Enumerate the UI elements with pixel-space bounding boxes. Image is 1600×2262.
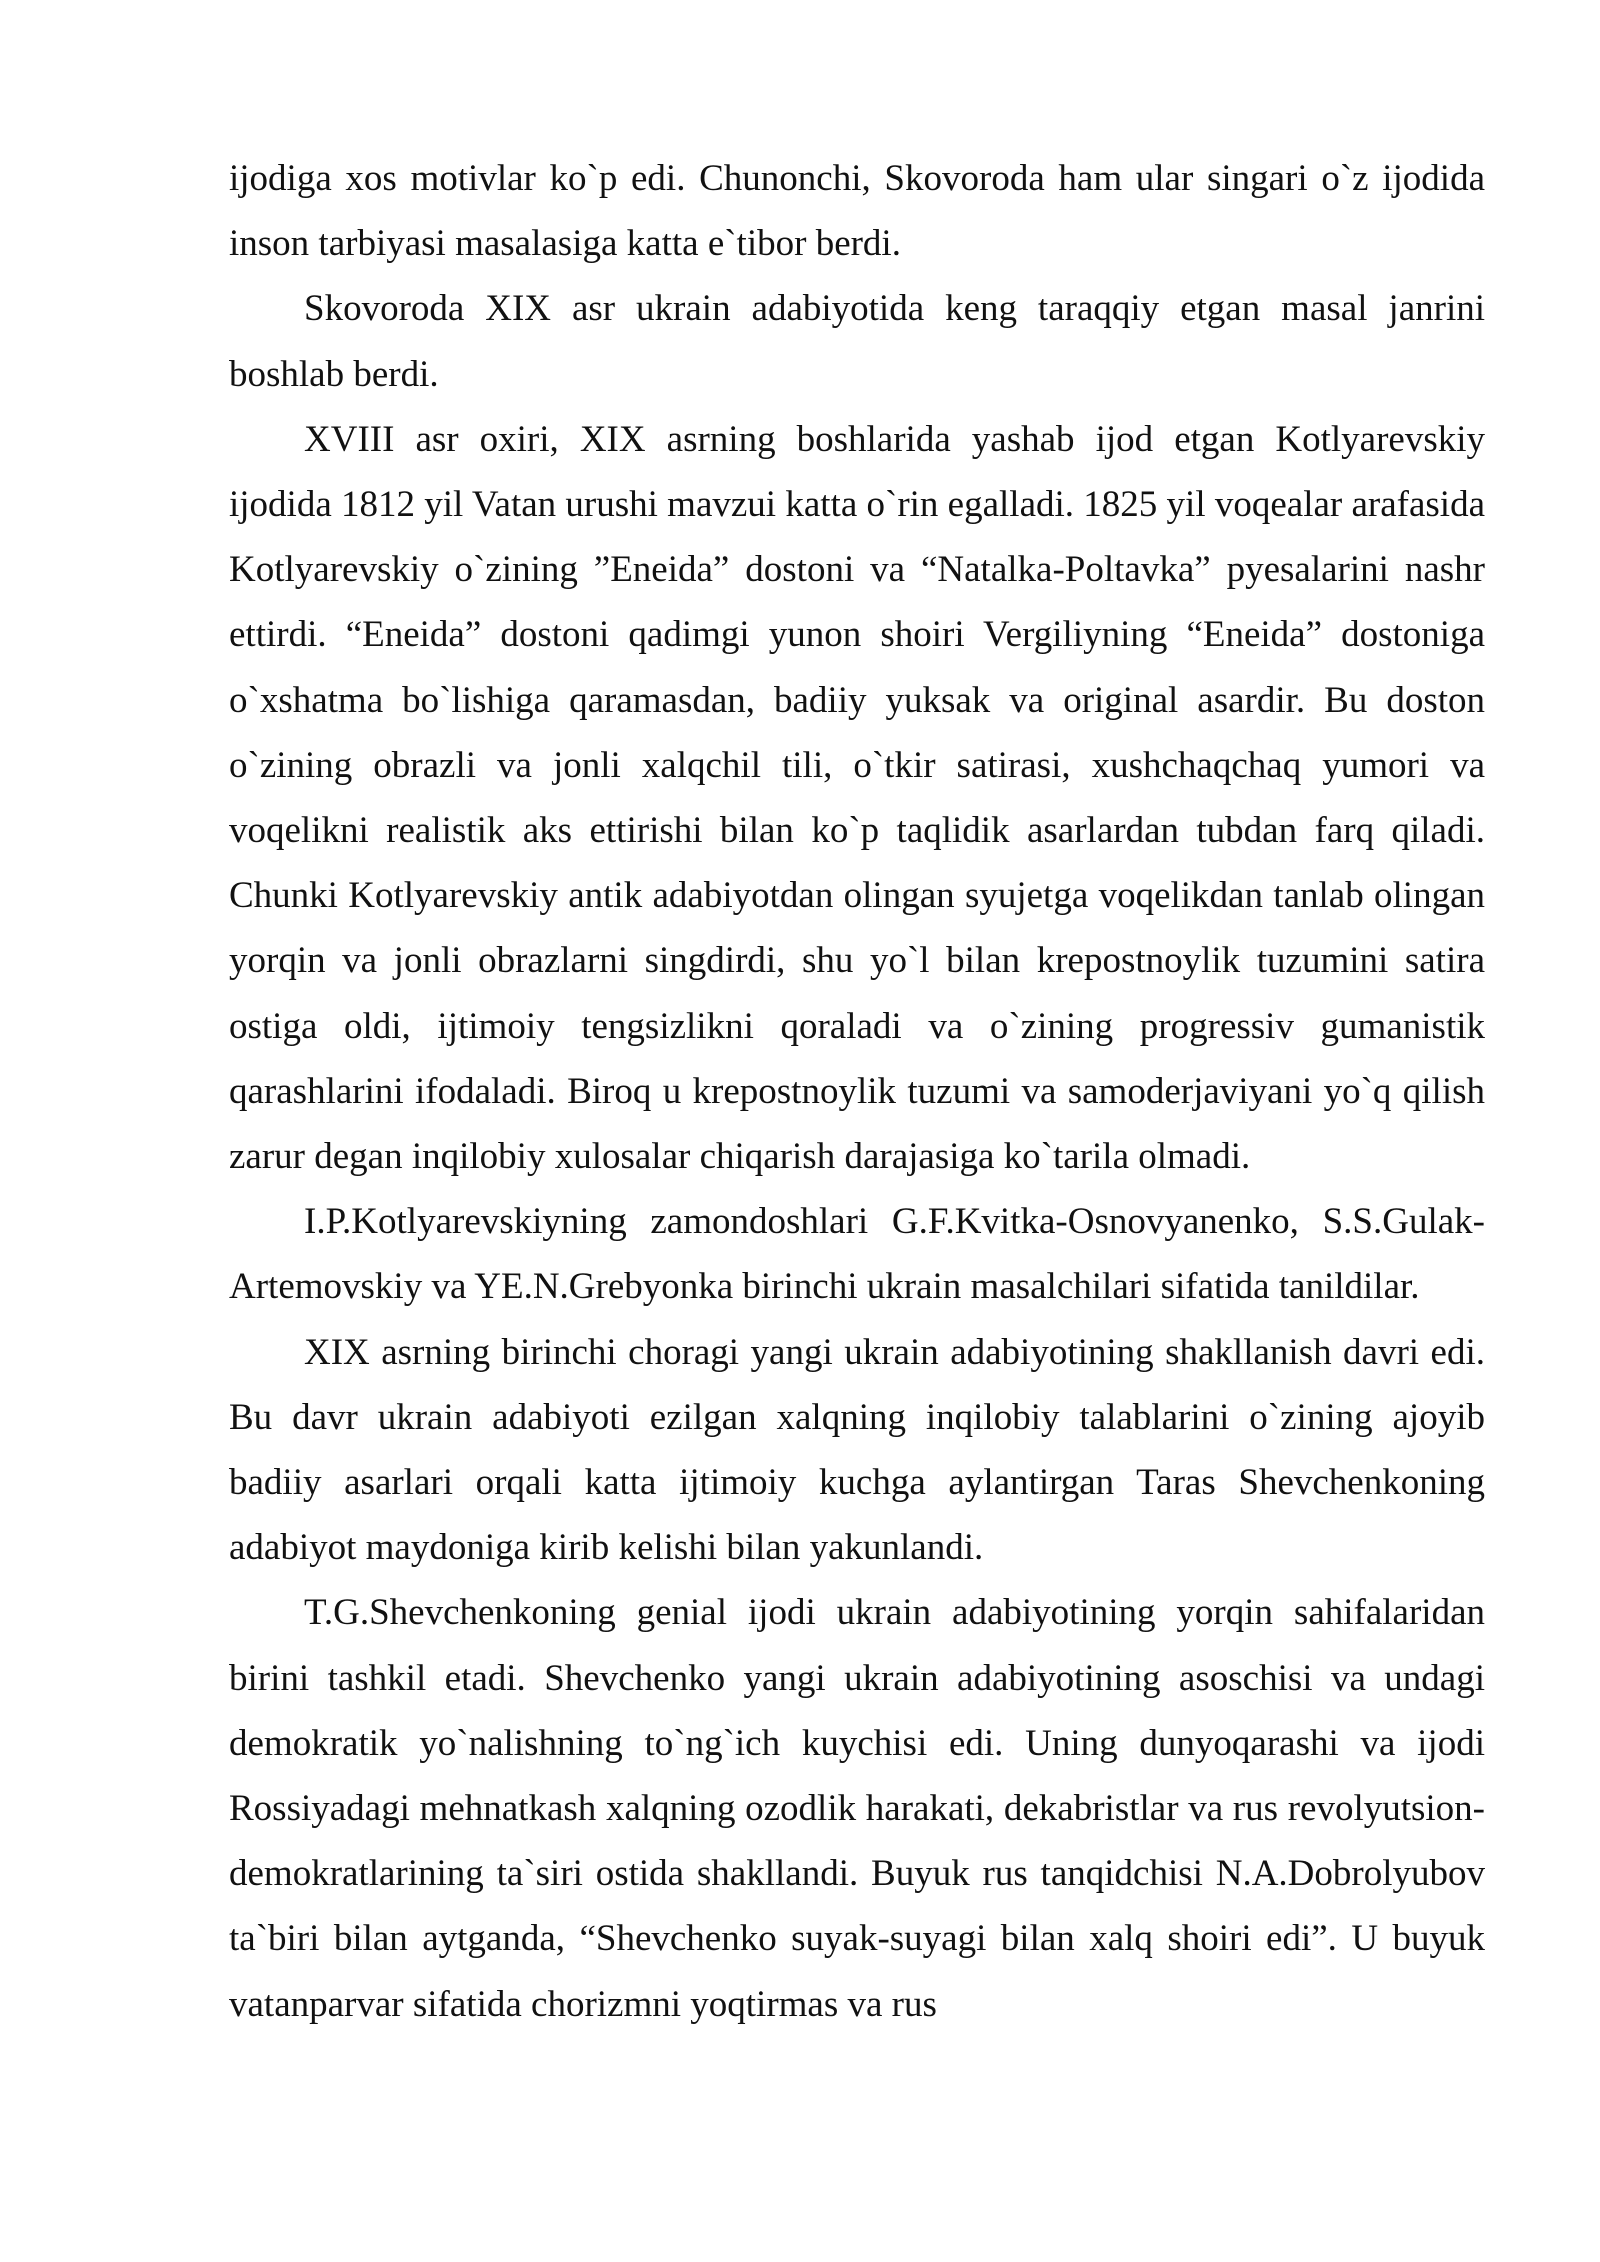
paragraph-kotlyarevskiy: XVIII asr oxiri, XIX asrning boshlarida yashab ijod etgan Kotlyarevskiy ijodida 1812 yil Vatan urushi mavzui katta o`rin egalladi. 1825 yil voqealar arafasida Kotlyarevskiy o`zining ”Eneida” dostoni va “Natalka-Poltavka” pyesalarini nashr ettirdi. “Eneida” dostoni qadimgi yunon shoiri Vergiliyning “Eneida” dostoniga o`xshatma bo`lishiga qaramasdan, badiiy yuksak va original asardir. Bu doston o`zining obrazli va jonli xalqchil tili, o`tkir satirasi, xushchaqchaq yumori va voqelikni realistik aks ettirishi bilan ko`p taqlidik asarlardan tubdan farq qiladi. Chunki Kotlyarevskiy antik adabiyotdan olingan syujetga voqelikdan tanlab olingan yorqin va jonli obrazlarni singdirdi, shu yo`l bilan krepostnoylik tuzumini satira ostiga oldi, ijtimoiy tengsizlikni qoraladi va o`zining progressiv gumanistik qarashlarini ifodaladi. Biroq u krepostnoylik tuzumi va samoderjaviyani yo`q qilish zarur degan inqilobiy xulosalar chiqarish darajasiga ko`tarila olmadi. [229, 418, 1485, 1178]
paragraph-contemporaries: I.P.Kotlyarevskiyning zamondoshlari G.F.Kvitka-Osnovyanenko, S.S.Gulak-Artemovskiy va YE.N.Grebyonka birinchi ukrain masalchilari sifatida tanildilar. [229, 1201, 1485, 1308]
paragraph-first-quarter: XIX asrning birinchi choragi yangi ukrain adabiyotining shakllanish davri edi. Bu davr ukrain adabiyoti ezilgan xalqning inqilobiy talablarini o`zining ajoyib badiiy asarlari orqali katta ijtimoiy kuchga aylantirgan Taras Shevchenkoning adabiyot maydoniga kirib kelishi bilan yakunlandi. [229, 1331, 1485, 1569]
document-page [229, 146, 1485, 2037]
paragraph-shevchenko: T.G.Shevchenkoning genial ijodi ukrain adabiyotining yorqin sahifalaridan birini tashkil etadi. Shevchenko yangi ukrain adabiyotining asoschisi va undagi demokratik yo`nalishning to`ng`ich kuychisi edi. Uning dunyoqarashi va ijodi Rossiyadagi mehnatkash xalqning ozodlik harakati, dekabristlar va rus revolyutsion-demokratlarining ta`siri ostida shakllandi. Buyuk rus tanqidchisi N.A.Dobrolyubov ta`biri bilan aytganda, “Shevchenko suyak-suyagi bilan xalq shoiri edi”. U buyuk vatanparvar sifatida chorizmni yoqtirmas va rus [229, 1592, 1485, 2025]
paragraph-continuation: ijodiga xos motivlar ko`p edi. Chunonchi, Skovoroda ham ular singari o`z ijodida inson tarbiyasi masalasiga katta e`tibor berdi. [229, 158, 1485, 265]
paragraph-skovoroda: Skovoroda XIX asr ukrain adabiyotida keng taraqqiy etgan masal janrini boshlab berdi. [229, 288, 1485, 395]
